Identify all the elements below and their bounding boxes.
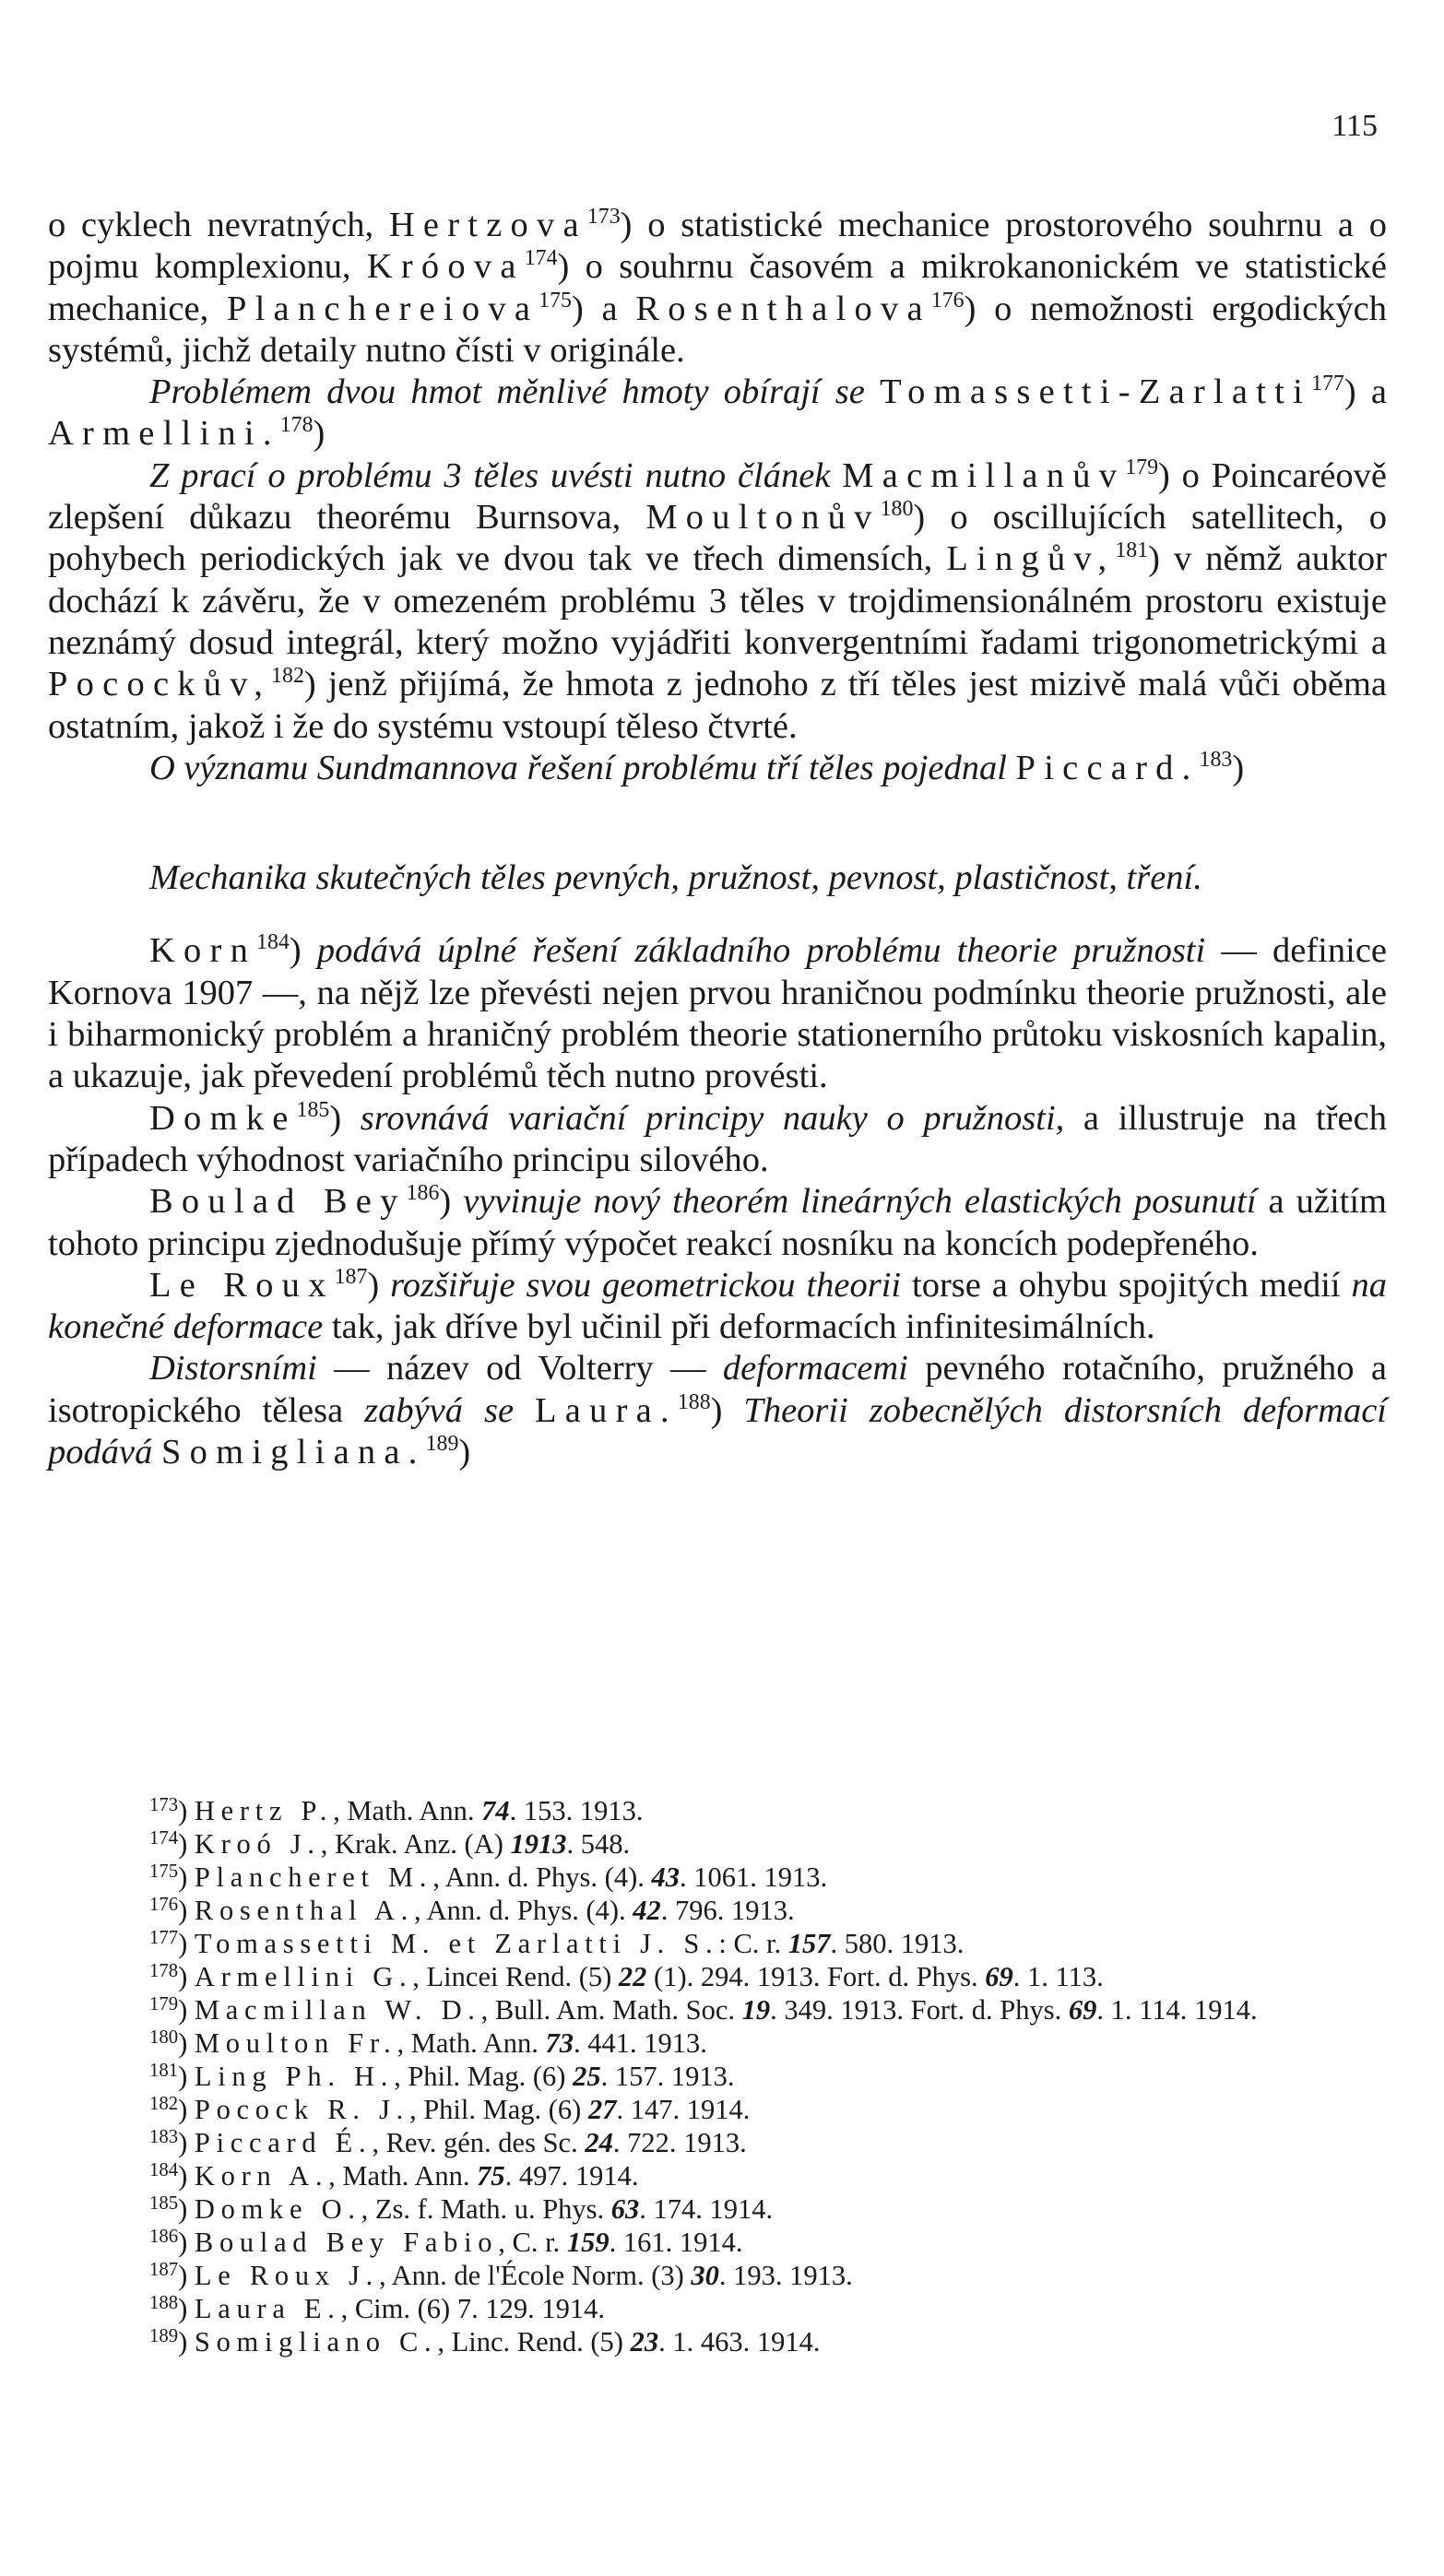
footnote-details: . 441. 1913.	[573, 2027, 707, 2059]
text: ) o souhrnu časovém a mikrokanonickém ve statistické mechanice,	[48, 247, 1387, 328]
footnote-number: 183	[149, 2127, 179, 2148]
footnote-author: Domke O.	[194, 2193, 361, 2225]
italic-text: O významu Sundmannova řešení problému tří těles pojednal	[149, 748, 1007, 787]
footnote-paren: )	[178, 2326, 195, 2357]
footnote-author: Piccard É.	[194, 2127, 373, 2158]
footnote-183	[48, 2126, 1387, 2159]
author-name: Macmillanův	[842, 455, 1126, 495]
footnote-paren: )	[178, 1961, 195, 1992]
footnote-number: 186	[149, 2227, 179, 2248]
footnote-source: , Bull. Am. Math. Soc.	[480, 1994, 742, 2026]
footnote-volume: 30	[691, 2260, 719, 2291]
footnote-184	[48, 2159, 1387, 2192]
text: ) v němž auktor dochází k závěru, že v omezeném problému 3 těles v trojdimensionálném prostoru existuje neznámý dosud integrál, který možno vyjádřiti konvergentními řadami trigonometrickými a	[48, 539, 1387, 662]
author-name: Boulad Bey	[149, 1182, 407, 1222]
section-heading-text: Mechanika skutečných těles pevných, pružnost, pevnost, plastičnost, tření.	[149, 858, 1202, 898]
footnote-181	[48, 2060, 1387, 2093]
footnote-volume: 73	[545, 2027, 574, 2059]
footnote-author: Le Roux J.	[194, 2260, 380, 2291]
footnote-source: , Math. Ann.	[333, 1795, 482, 1826]
footnote-source: , C. r.	[498, 2227, 567, 2258]
footnote-paren: )	[178, 2193, 195, 2225]
italic-text: rozšiřuje svou geometrickou theorii	[390, 1265, 902, 1305]
author-name: Tomassetti-Zarlatti	[880, 372, 1312, 412]
author-name: Armellini.	[48, 414, 280, 454]
footnote-source: , Linc. Rend. (5)	[437, 2326, 631, 2357]
footnote-volume: 27	[587, 2094, 617, 2125]
footnote-author: Hertz P.	[194, 1795, 334, 1826]
footnote-details: . 796. 1913.	[660, 1895, 795, 1926]
footnote-number: 178	[149, 1961, 179, 1982]
paragraph-sundmann	[48, 748, 1387, 789]
text: ) a	[571, 289, 636, 328]
author-name: Somigliana.	[160, 1433, 426, 1472]
footnote-ref: 174	[524, 246, 558, 271]
italic-text: srovnává variační principy nauky o pružnosti,	[360, 1098, 1065, 1138]
footnote-author: Armellini G.	[194, 1961, 413, 1992]
footnote-volume: 69	[1068, 1994, 1097, 2026]
footnote-ref: 181	[1115, 538, 1149, 563]
footnote-number: 189	[149, 2326, 179, 2347]
footnote-volume: 24	[585, 2127, 613, 2158]
footnote-173	[48, 1794, 1387, 1827]
footnote-paren: )	[178, 1861, 195, 1893]
author-name: Piccard.	[1015, 748, 1200, 787]
footnote-volume: 42	[633, 1895, 661, 1926]
footnote-details: . 722. 1913.	[612, 2127, 747, 2158]
footnote-paren: )	[178, 1795, 195, 1826]
footnote-178	[48, 1960, 1387, 1993]
text	[1007, 749, 1016, 787]
footnote-ref: 173	[586, 205, 621, 230]
footnote-volume: 74	[481, 1795, 510, 1826]
footnote-number: 185	[149, 2193, 179, 2215]
text: )	[289, 931, 317, 971]
footnote-source: , Zs. f. Math. u. Phys.	[361, 2193, 611, 2225]
footnote-source: , Krak. Anz. (A)	[320, 1828, 511, 1860]
footnote-details: . 157. 1913.	[600, 2061, 735, 2092]
footnote-author: Tomassetti M. et Zarlatti J. S.	[194, 1928, 719, 1959]
footnote-number: 180	[149, 2027, 179, 2049]
footnote-paren: )	[178, 2160, 195, 2192]
author-name: Planchereiova	[226, 289, 539, 328]
text: ) o statistické mechanice prostorového souhrnu a o pojmu komplexionu,	[48, 206, 1387, 287]
footnote-paren: )	[178, 2260, 195, 2291]
footnote-number: 187	[149, 2260, 179, 2281]
italic-text: na konečné deformace	[48, 1265, 1388, 1347]
footnote-volume: 63	[610, 2193, 640, 2225]
footnote-paren: )	[178, 2061, 195, 2092]
paragraph-ergodic	[48, 205, 1387, 372]
text: ) o Poincaréově zlepšení důkazu theorému Burnsova,	[48, 455, 1388, 538]
footnote-source: , Phil. Mag. (6)	[408, 2094, 588, 2125]
footnote-176	[48, 1894, 1387, 1927]
footnote-source: , Cim. (6) 7. 129. 1914.	[340, 2293, 605, 2324]
footnote-volume: 75	[477, 2160, 505, 2192]
footnote-ref: 188	[677, 1389, 711, 1414]
footnote-paren: )	[178, 2027, 195, 2059]
footnote-ref: 175	[539, 288, 572, 313]
paragraph-domke	[48, 1098, 1387, 1182]
footnote-source: , Rev. gén. des Sc.	[372, 2127, 586, 2158]
footnote-details: . 1061. 1913.	[679, 1861, 828, 1893]
footnote-source: , Math. Ann.	[328, 2160, 478, 2192]
footnote-author: Rosenthal A.	[194, 1895, 415, 1926]
footnote-ref: 179	[1125, 455, 1158, 479]
footnote-ref: 189	[425, 1432, 459, 1457]
footnote-number: 179	[149, 1994, 179, 2015]
italic-text: vyvinuje nový theorém lineárných elastických posunutí	[463, 1182, 1257, 1222]
italic-text: Distorsními	[149, 1349, 317, 1388]
author-name: Rosenthalova	[635, 289, 931, 328]
footnote-volume: 157	[787, 1928, 831, 1959]
text: a illustruje na třech případech výhodnost variačního principu silového.	[48, 1098, 1387, 1179]
footnote-source: , Math. Ann.	[397, 2027, 546, 2059]
body-text	[48, 205, 1387, 1473]
text: — název od Volterry —	[316, 1349, 723, 1388]
footnote-source: , Ann. d. Phys. (4).	[414, 1895, 633, 1926]
footnote-details: . 174. 1914.	[639, 2193, 774, 2225]
footnote-details: . 1. 113.	[1012, 1961, 1104, 1992]
footnote-179	[48, 1993, 1387, 2027]
footnote-ref: 183	[1199, 748, 1233, 773]
footnote-paren: )	[178, 2227, 195, 2258]
text: pevného rotačního, pružného a isotropického tělesa	[48, 1349, 1387, 1430]
text: ) o nemožnosti ergodických systémů, jichž detaily nutno čísti v originále.	[48, 289, 1387, 370]
section-heading	[48, 857, 1387, 899]
footnote-author: Somigliano C.	[194, 2326, 438, 2357]
footnote-volume: 159	[566, 2227, 610, 2258]
text: torse a ohybu spojitých medií	[901, 1265, 1352, 1305]
footnote-source: , Ann. d. Phys. (4).	[432, 1861, 652, 1893]
footnote-volume: 22	[618, 1961, 647, 1992]
footnote-details: . 580. 1913.	[830, 1928, 965, 1959]
italic-text: Theorii zobecnělých distorsních deformací podává	[48, 1390, 1387, 1472]
footnote-number: 174	[149, 1828, 179, 1849]
text	[152, 1433, 161, 1471]
italic-text: Z prací o problému 3 těles uvésti nutno článek	[149, 455, 831, 495]
footnote-paren: )	[178, 1828, 195, 1860]
footnote-author: Korn A.	[194, 2160, 329, 2192]
footnote-number: 173	[149, 1795, 179, 1816]
footnote-number: 188	[149, 2293, 179, 2314]
text: )	[329, 1098, 361, 1138]
footnote-details: . 548.	[566, 1828, 631, 1860]
footnote-details: . 1. 463. 1914.	[658, 2326, 821, 2357]
paragraph-variable-mass	[48, 372, 1387, 455]
footnote-author: Plancheret M.	[194, 1861, 433, 1893]
footnote-185	[48, 2192, 1387, 2226]
text: tak, jak dříve byl učinil při deformacích infinitesimálních.	[323, 1307, 1155, 1347]
footnote-ref: 182	[271, 664, 304, 689]
footnote-number: 184	[149, 2160, 179, 2181]
text	[514, 1391, 535, 1430]
author-name: Moultonův	[645, 498, 881, 538]
footnote-number: 181	[149, 2061, 179, 2082]
footnote-volume: 69	[985, 1961, 1013, 1992]
footnote-details: . 147. 1914.	[616, 2094, 751, 2125]
footnote-186	[48, 2226, 1387, 2259]
footnote-177	[48, 1927, 1387, 1960]
footnote-author: Moulton Fr.	[194, 2027, 397, 2059]
footnote-volume: 23	[630, 2326, 659, 2357]
text: )	[458, 1433, 471, 1472]
author-name: Lingův,	[946, 539, 1116, 579]
footnote-volume: 1913	[510, 1828, 567, 1860]
footnote-details: . 153. 1913.	[509, 1795, 644, 1826]
footnote-174	[48, 1827, 1387, 1861]
footnote-paren: )	[178, 2293, 195, 2324]
footnote-ref: 180	[880, 497, 914, 522]
footnote-180	[48, 2027, 1387, 2060]
footnote-paren: )	[178, 1994, 195, 2026]
page-number: 115	[1332, 109, 1378, 143]
text: ) a	[1343, 372, 1387, 412]
text: a užitím tohoto principu zjednodušuje přímý výpočet reakcí nosníku na koncích podepřeného.	[48, 1182, 1387, 1263]
footnote-source: , Ann. de l'École Norm. (3)	[379, 2260, 692, 2291]
footnote-details: . 497. 1914.	[504, 2160, 639, 2192]
author-name: Laura.	[535, 1390, 678, 1430]
text: )	[367, 1265, 391, 1305]
author-name: Le Roux	[149, 1265, 335, 1305]
footnote-author: Macmillan W. D.	[194, 1994, 481, 2026]
footnote-number: 176	[149, 1895, 179, 1916]
paragraph-distortion	[48, 1348, 1387, 1473]
paragraph-three-body	[48, 455, 1387, 748]
footnote-number: 175	[149, 1861, 179, 1883]
text: )	[313, 414, 325, 454]
paragraph-korn	[48, 930, 1387, 1097]
text: — definice Kornova 1907 —, na nějž lze převésti nejen prvou hraničnou podmínku theorie pružnosti, ale i biharmonický problém a hraničný problém theorie stationerního průtoku viskosních kapalin, a ukazuje, jak převedení problémů těch nutno provésti.	[48, 931, 1387, 1096]
text: )	[710, 1390, 744, 1430]
footnote-188	[48, 2292, 1387, 2325]
footnote-189	[48, 2325, 1387, 2358]
author-name: Pocockův,	[48, 665, 272, 704]
italic-text: deformacemi	[722, 1349, 908, 1388]
footnote-author: Ling Ph. H.	[194, 2061, 395, 2092]
footnote-ref: 185	[296, 1097, 330, 1122]
paragraph-boulad-bey	[48, 1181, 1387, 1265]
italic-text: zabývá se	[364, 1390, 515, 1430]
footnote-ref: 187	[334, 1264, 368, 1289]
footnote-author: Kroó J.	[194, 1828, 321, 1860]
footnote-ref: 178	[279, 413, 314, 438]
footnotes	[48, 1794, 1387, 2358]
footnote-details: . 349. 1913. Fort. d. Phys.	[770, 1994, 1069, 2026]
footnote-volume: 43	[651, 1861, 680, 1893]
text: )	[439, 1182, 464, 1222]
footnote-187	[48, 2259, 1387, 2292]
footnote-details: . 161. 1914.	[609, 2227, 743, 2258]
footnote-details: . 193. 1913.	[718, 2260, 853, 2291]
footnote-source: , Phil. Mag. (6)	[394, 2061, 574, 2092]
author-name: Hertzova	[388, 206, 587, 244]
footnote-ref: 177	[1311, 372, 1344, 396]
footnote-paren: )	[178, 2094, 195, 2125]
text: o cyklech nevratných,	[48, 206, 389, 244]
footnote-ref: 176	[930, 288, 965, 313]
footnote-author: Laura E.	[194, 2293, 341, 2324]
footnote-source: : C. r.	[718, 1928, 788, 1959]
footnote-author: Boulad Bey Fabio	[194, 2227, 499, 2258]
footnote-volume: 25	[573, 2061, 601, 2092]
text	[865, 372, 880, 411]
footnote-author: Pocock R. J.	[194, 2094, 409, 2125]
author-name: Korn	[149, 931, 257, 971]
footnote-paren: )	[178, 1928, 195, 1959]
author-name: Króova	[366, 247, 525, 287]
footnote-details: . 1. 114. 1914.	[1096, 1994, 1258, 2026]
footnote-source: , Lincei Rend. (5)	[412, 1961, 619, 1992]
footnote-175	[48, 1861, 1387, 1894]
text	[830, 456, 842, 495]
text: )	[1232, 748, 1245, 787]
text: ) o oscillujících satellitech, o pohybech periodických jak ve dvou tak ve třech dimensích,	[48, 498, 1387, 579]
footnote-number: 182	[149, 2094, 179, 2115]
footnote-number: 177	[149, 1928, 179, 1949]
paragraph-le-roux	[48, 1265, 1387, 1349]
footnote-details: (1). 294. 1913. Fort. d. Phys.	[646, 1961, 986, 1992]
footnote-paren: )	[178, 1895, 195, 1926]
footnote-volume: 19	[741, 1994, 771, 2026]
footnote-ref: 184	[256, 930, 290, 955]
footnote-paren: )	[178, 2127, 195, 2158]
italic-text: podává úplné řešení základního problému theorie pružnosti	[316, 931, 1206, 971]
text: ) jenž přijímá, že hmota z jednoho z tří těles jest mizivě malá vůči oběma ostatním, jakož i že do systému vstoupí těleso čtvrté.	[48, 665, 1387, 746]
italic-text: Problémem dvou hmot měnlivé hmoty obírají se	[149, 372, 865, 412]
footnote-182	[48, 2093, 1387, 2126]
author-name: Domke	[149, 1098, 297, 1138]
footnote-ref: 186	[406, 1181, 440, 1206]
